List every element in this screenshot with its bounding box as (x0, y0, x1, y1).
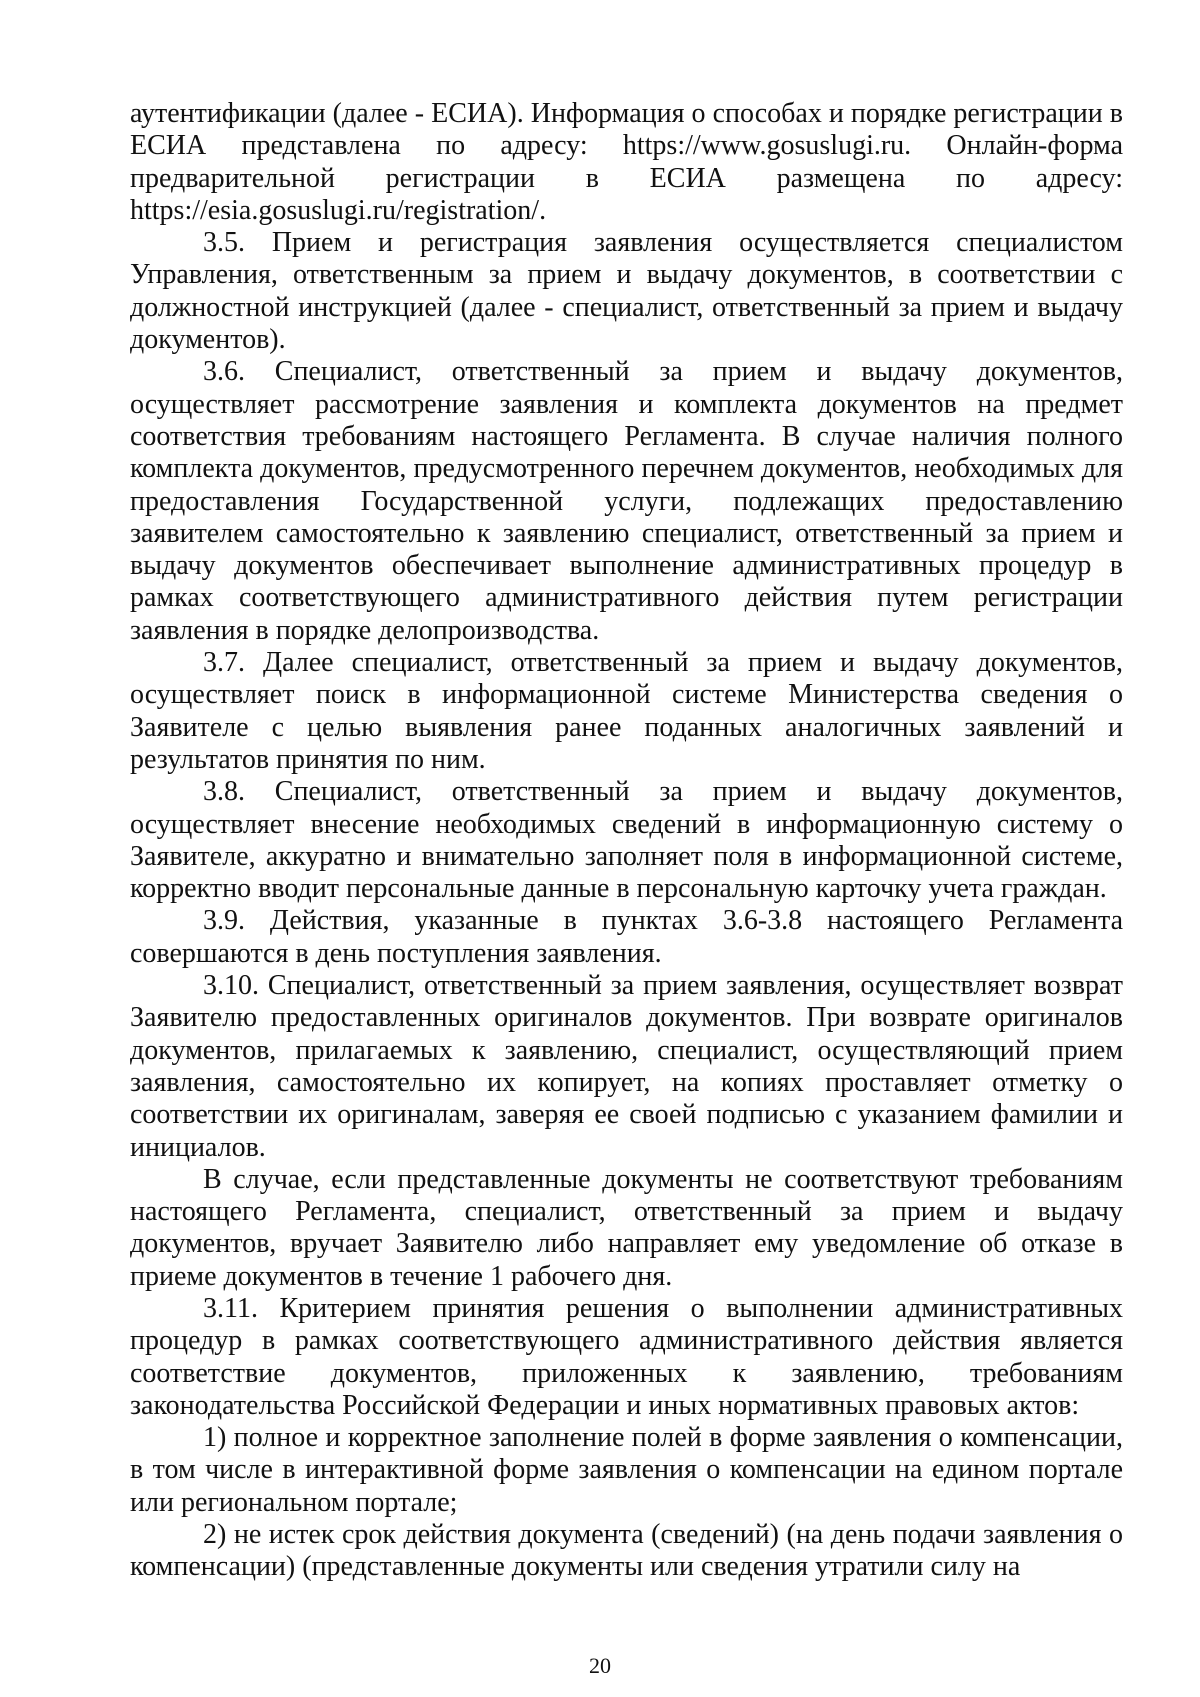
paragraph: 3.6. Специалист, ответственный за прием и выдачу документов, осуществляет рассмотрение заявления и комплекта документов на предмет соответствия требованиям настоящего Регламента. В случае наличия полного комплекта документов, предусмотренного перечнем документов, необходимых для предоставления Государственной услуги, подлежащих предоставлению заявителем самостоятельно к заявлению специалист, ответственный за прием и выдачу документов обеспечивает выполнение административных процедур в рамках соответствующего административного действия путем регистрации заявления в порядке делопроизводства. (130, 356, 1123, 646)
paragraph: 3.10. Специалист, ответственный за прием заявления, осуществляет возврат Заявителю предоставленных оригиналов документов. При возврате оригиналов документов, прилагаемых к заявлению, специалист, осуществляющий прием заявления, самостоятельно их копирует, на копиях проставляет отметку о соответствии их оригиналам, заверяя ее своей подписью с указанием фамилии и инициалов. (130, 970, 1123, 1163)
paragraph: 1) полное и корректное заполнение полей в форме заявления о компенсации, в том числе в интерактивной форме заявления о компенсации на едином портале или региональном портале; (130, 1422, 1123, 1518)
paragraph: В случае, если представленные документы не соответствуют требованиям настоящего Регламента, специалист, ответственный за прием и выдачу документов, вручает Заявителю либо направляет ему уведомление об отказе в приеме документов в течение 1 рабочего дня. (130, 1163, 1123, 1292)
paragraph: 3.8. Специалист, ответственный за прием и выдачу документов, осуществляет внесение необходимых сведений в информационную систему о Заявителе, аккуратно и внимательно заполняет поля в информационной системе, корректно вводит персональные данные в персональную карточку учета граждан. (130, 776, 1123, 905)
paragraph: 3.11. Критерием принятия решения о выполнении административных процедур в рамках соответствующего административного действия является соответствие документов, приложенных к заявлению, требованиям законодательства Российской Федерации и иных нормативных правовых актов: (130, 1292, 1123, 1421)
page-number: 20 (589, 1653, 611, 1678)
paragraph: 3.7. Далее специалист, ответственный за прием и выдачу документов, осуществляет поиск в информационной системе Министерства сведения о Заявителе с целью выявления ранее поданных аналогичных заявлений и результатов принятия по ним. (130, 647, 1123, 775)
paragraph: 3.9. Действия, указанные в пунктах 3.6-3.8 настоящего Регламента совершаются в день поступления заявления. (130, 905, 1123, 969)
paragraph: 2) не истек срок действия документа (сведений) (на день подачи заявления о компенсации) (представленные документы или сведения утратили силу на (130, 1519, 1123, 1583)
paragraph: 3.5. Прием и регистрация заявления осуществляется специалистом Управления, ответственным за прием и выдачу документов, в соответствии с должностной инструкцией (далее - специалист, ответственный за прием и выдачу документов). (130, 227, 1123, 356)
paragraph: аутентификации (далее - ЕСИА). Информация о способах и порядке регистрации в ЕСИА представлена по адресу: https://www.gosuslugi.ru. Онлайн-форма предварительной регистрации в ЕСИА размещена по адресу: https://esia.gosuslugi.ru/registration/. (130, 98, 1123, 226)
document-body (130, 98, 1123, 1584)
